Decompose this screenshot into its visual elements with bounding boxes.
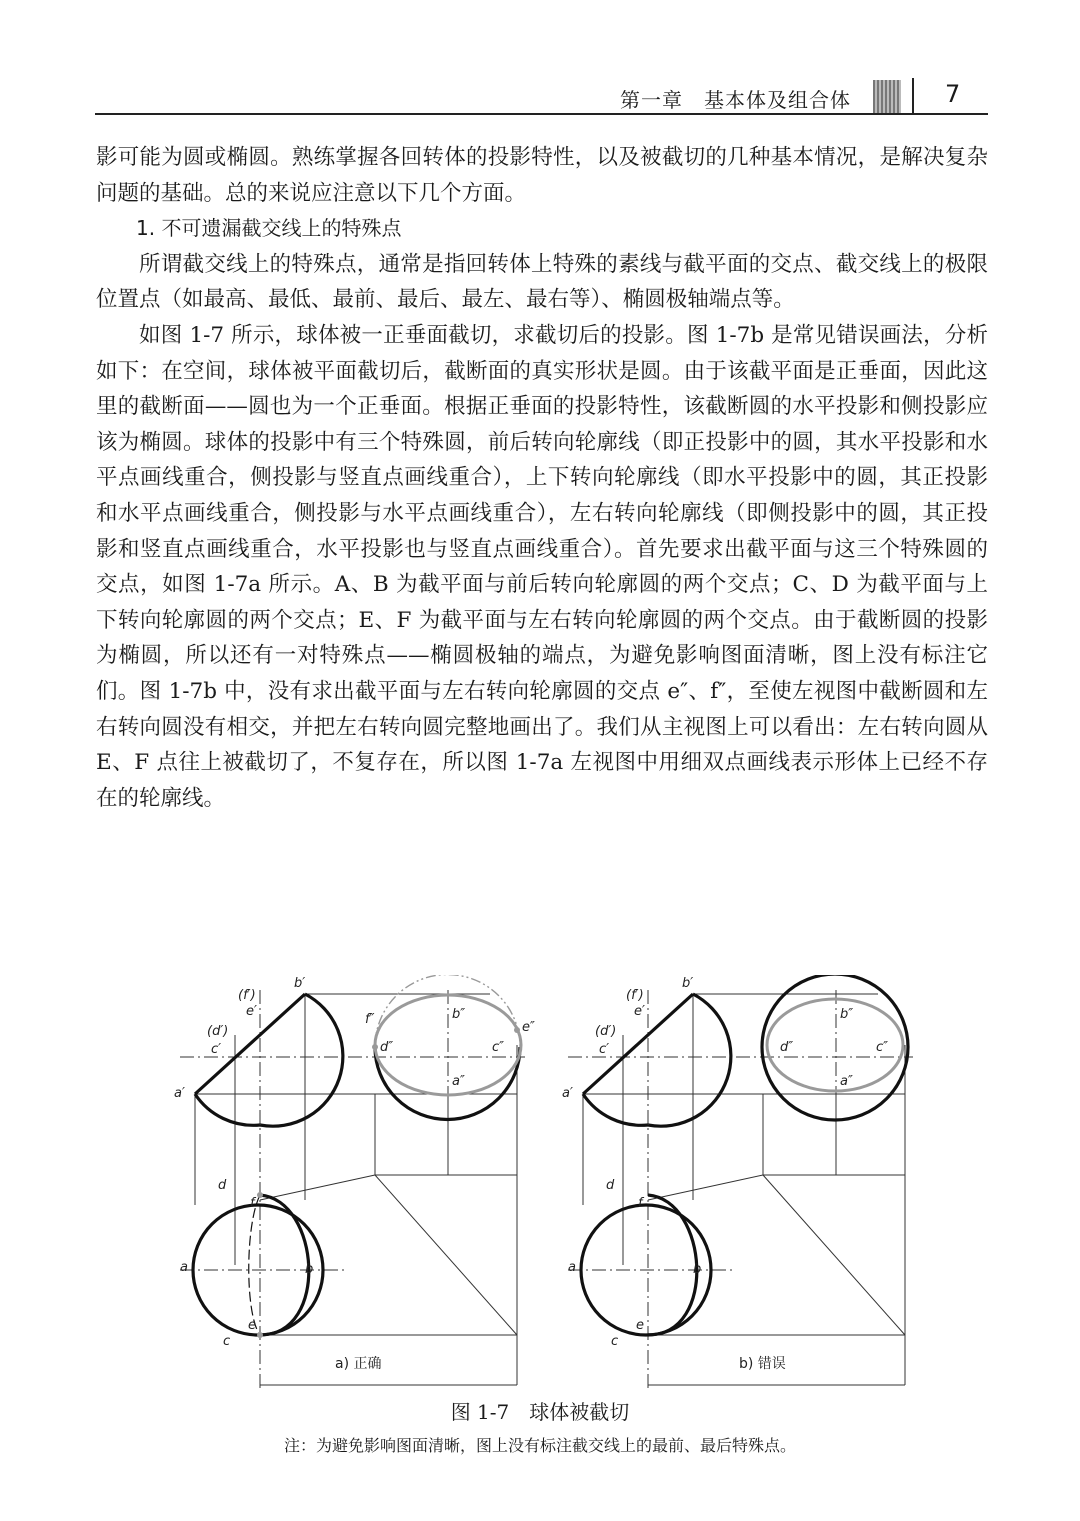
panel-a-correct	[174, 975, 535, 1390]
running-header	[0, 0, 1080, 120]
panel-b-wrong	[562, 975, 913, 1390]
label-e-prime-b: e′	[634, 1004, 645, 1019]
label-e: e	[248, 1318, 256, 1333]
label-d-paren-b: (d′)	[595, 1024, 617, 1039]
label-a-prime-b: a′	[562, 1086, 573, 1101]
chapter-title: 第一章 基本体及组合体	[620, 88, 851, 112]
label-a-prime: a′	[174, 1086, 185, 1101]
label-c-dd-b: c″	[876, 1040, 889, 1055]
section-heading: 1. 不可遗漏截交线上的特殊点	[136, 216, 402, 241]
label-f-dd: f″	[365, 1012, 375, 1027]
header-rule	[95, 113, 988, 115]
label-d-dd: d″	[380, 1040, 394, 1055]
label-a-b: a	[568, 1260, 576, 1275]
label-c-dd: c″	[492, 1040, 505, 1055]
label-b-prime: b′	[294, 976, 306, 991]
label-e-dd: e″	[522, 1020, 535, 1035]
label-b: b	[305, 1262, 314, 1277]
label-c: c	[223, 1334, 231, 1349]
label-e-b: e	[636, 1318, 644, 1333]
header-decor-block	[873, 80, 901, 113]
label-b-dd-b: b″	[840, 1007, 854, 1022]
caption-b: b) 错误	[739, 1356, 786, 1372]
label-d-b: d	[606, 1178, 615, 1193]
label-f-paren-b: (f′)	[626, 988, 644, 1003]
caption-a: a) 正确	[335, 1356, 382, 1372]
label-c-prime: c′	[211, 1042, 222, 1057]
figure-title: 图 1-7 球体被截切	[450, 1400, 630, 1424]
paragraph-3: 如图 1-7 所示，球体被一正垂面截切，求截切后的投影。图 1-7b 是常见错误画法，分析如下：在空间，球体被平面截切后，截断面的真实形状是圆。由于该截平面是正垂面，因此这里的截断面——圆也为一个正垂面。根据正垂面的投影特性，该截断圆的水平投影和侧投影应该为椭圆。球体的投影中有三个特殊圆，前后转向轮廓线（即正投影中的圆，其水平投影和水平点画线重合，侧投影与竖直点画线重合），上下转向轮廓线（即水平投影中的圆，其正投影和水平点画线重合，侧投影与水平点画线重合），左右转向轮廓线（即侧投影中的圆，其正投影和竖直点画线重合，水平投影也与竖直点画线重合）。首先要求出截平面与这三个特殊圆的交点，如图 1-7a 所示。A、B 为截平面与前后转向轮廓圆的两个交点；C、D 为截平面与上下转向轮廓圆的两个交点；E、F 为截平面与左右转向轮廓圆的两个交点。由于截断圆的投影为椭圆，所以还有一对特殊点——椭圆极轴的端点，为避免影响图面清晰，图上没有标注它们。图 1-7b 中，没有求出截平面与左右转向轮廓圆的交点 e″、f″，至使左视图中截断圆和左右转向圆没有相交，并把左右转向圆完整地画出了。我们从主视图上可以看出：左右转向圆从 E、F 点往上被截切了，不复存在，所以图 1-7a 左视图中用细双点画线表示形体上已经不存在的轮廓线。	[96, 322, 988, 811]
label-c-b: c	[611, 1334, 619, 1349]
header-divider	[912, 78, 914, 114]
label-b-dd: b″	[452, 1007, 466, 1022]
label-a: a	[180, 1260, 188, 1275]
label-d: d	[218, 1178, 227, 1193]
label-d-dd-b: d″	[780, 1040, 794, 1055]
paragraph-2: 所谓截交线上的特殊点，通常是指回转体上特殊的素线与截平面的交点、截交线上的极限位置点（如最高、最低、最前、最后、最左、最右等）、椭圆极轴端点等。	[96, 251, 988, 313]
label-f-paren: (f′)	[238, 988, 256, 1003]
label-e-prime: e′	[246, 1004, 257, 1019]
label-c-prime-b: c′	[599, 1042, 610, 1057]
label-f-b: f	[638, 1196, 643, 1211]
label-b-b: b	[693, 1262, 702, 1277]
label-a-dd: a″	[452, 1074, 465, 1089]
label-b-prime-b: b′	[682, 976, 694, 991]
page-number: 7	[945, 80, 961, 108]
label-a-dd-b: a″	[840, 1074, 853, 1089]
body-text	[96, 140, 988, 816]
paragraph-1: 影可能为圆或椭圆。熟练掌握各回转体的投影特性，以及被截切的几种基本情况，是解决复杂问题的基础。总的来说应注意以下几个方面。	[96, 145, 988, 206]
figure-note: 注：为避免影响图面清晰，图上没有标注截交线上的最前、最后特殊点。	[283, 1436, 796, 1455]
figure-1-7	[0, 975, 1080, 1395]
sphere-section-drawing	[0, 975, 1080, 1395]
label-d-paren: (d′)	[207, 1024, 229, 1039]
label-f: f	[250, 1196, 255, 1211]
